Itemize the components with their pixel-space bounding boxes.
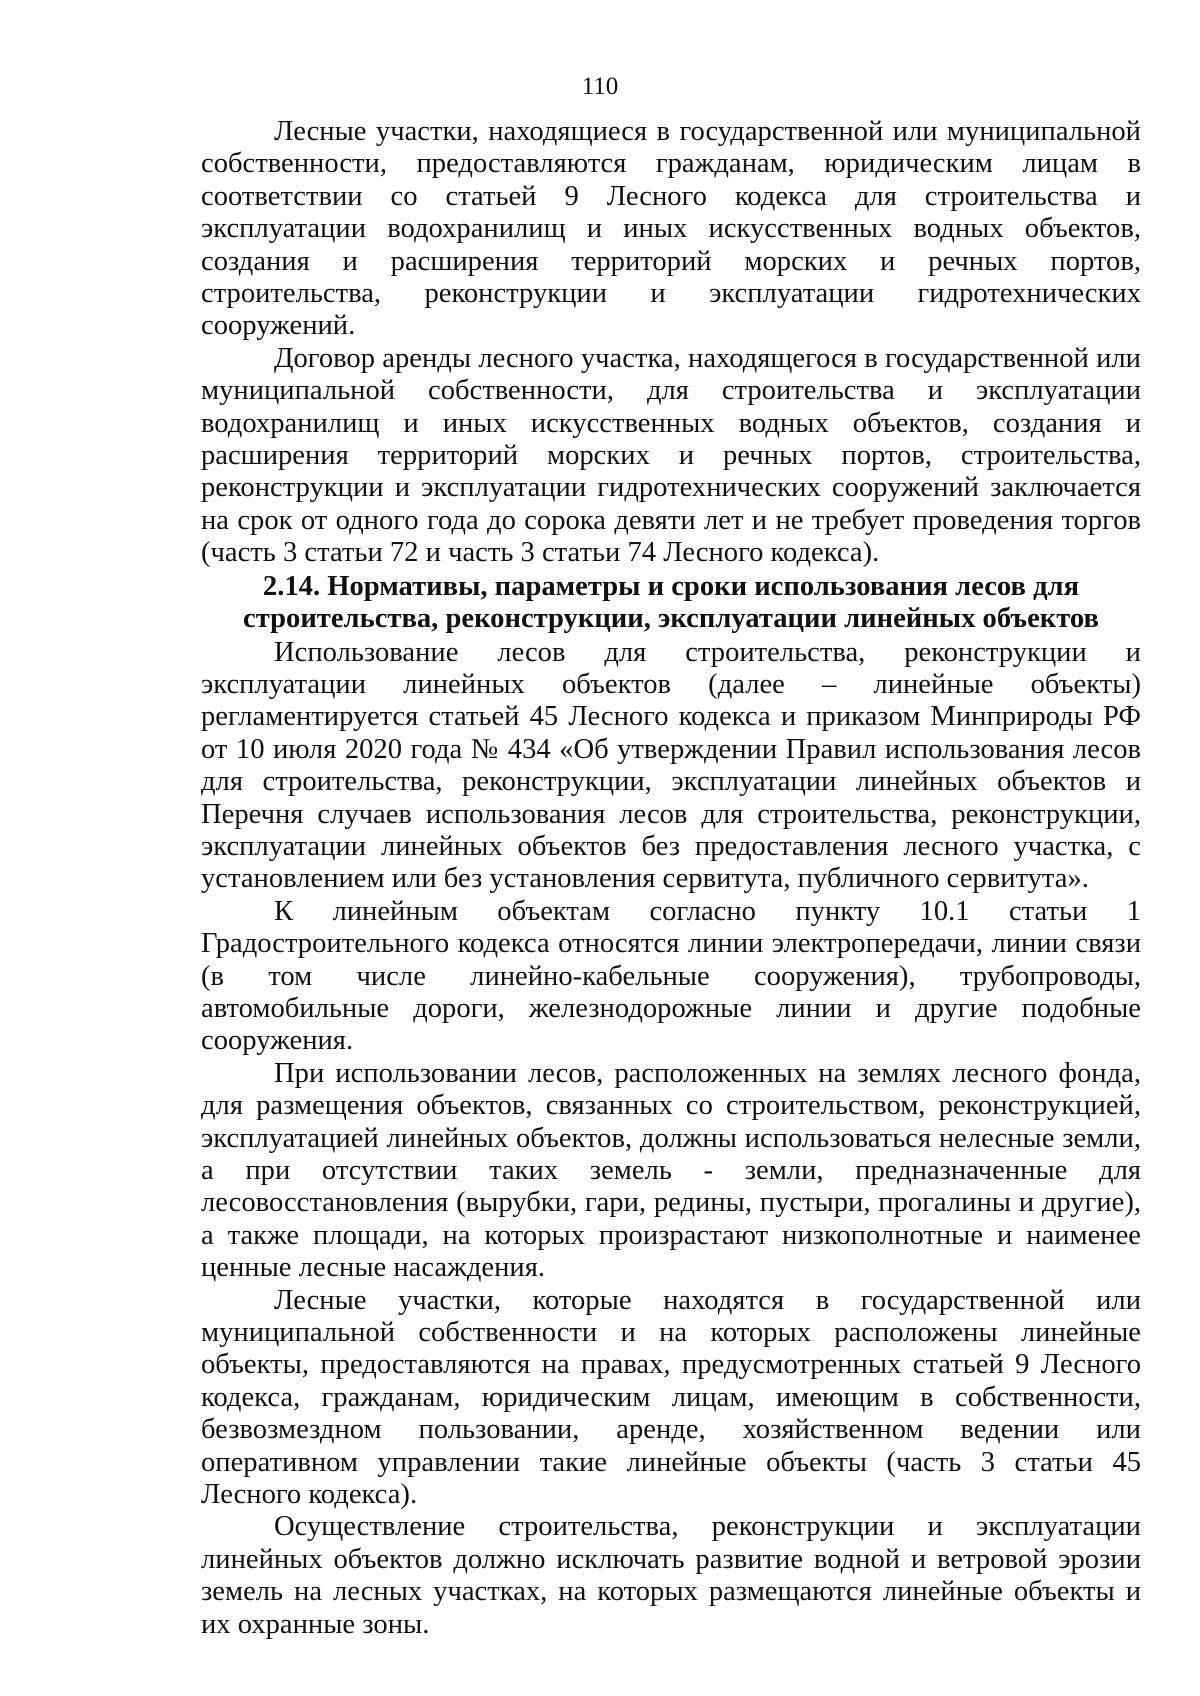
section-heading-line-2: строительства, реконструкции, эксплуатации линейных объектов [243, 603, 1099, 635]
paragraph-linear-objects-definition: К линейным объектам согласно пункту 10.1 статьи 1 Градостроительного кодекса относятся линии электропередачи, линии связи (в том числе линейно-кабельные сооружения), трубопроводы, автомобильные дороги, железнодорожные линии и другие подобные сооружения. [201, 895, 1141, 1057]
document-body [201, 116, 1141, 1641]
section-heading [201, 571, 1141, 636]
paragraph-erosion-prevention: Осуществление строительства, реконструкции и эксплуатации линейных объектов должно исключать развитие водной и ветровой эрозии земель на лесных участках, на которых размещаются линейные объекты и их охранные зоны. [201, 1511, 1141, 1640]
paragraph-use-of-forests-regulation: Использование лесов для строительства, реконструкции и эксплуатации линейных объектов (далее – линейные объекты) регламентируется статьей 45 Лесного кодекса и приказом Минприроды РФ от 10 июля 2020 года № 434 «Об утверждении Правил использования лесов для строительства, реконструкции, эксплуатации линейных объектов и Перечня случаев использования лесов для строительства, реконструкции, эксплуатации линейных объектов без предоставления лесного участка, с установлением или без установления сервитута, публичного сервитута». [201, 636, 1141, 895]
paragraph-forest-plots-linear-objects: Лесные участки, которые находятся в государственной или муниципальной собственности и на которых расположены линейные объекты, предоставляются на правах, предусмотренных статьей 9 Лесного кодекса, гражданам, юридическим лицам, имеющим в собственности, безвозмездном пользовании, аренде, хозяйственном ведении или оперативном управлении такие линейные объекты (часть 3 статьи 45 Лесного кодекса). [201, 1284, 1141, 1511]
page-number: 110 [581, 73, 619, 100]
paragraph-land-use-priority: При использовании лесов, расположенных на землях лесного фонда, для размещения объектов, связанных со строительством, реконструкцией, эксплуатацией линейных объектов, должны использоваться нелесные земли, а при отсутствии таких земель - земли, предназначенные для лесовосстановления (вырубки, гари, редины, пустыри, прогалины и другие), а также площади, на которых произрастают низкополнотные и наименее ценные лесные насаждения. [201, 1057, 1141, 1284]
paragraph-forest-plots-reservoirs: Лесные участки, находящиеся в государственной или муниципальной собственности, предоставляются гражданам, юридическим лицам в соответствии со статьей 9 Лесного кодекса для строительства и эксплуатации водохранилищ и иных искусственных водных объектов, создания и расширения территорий морских и речных портов, строительства, реконструкции и эксплуатации гидротехнических сооружений. [201, 116, 1141, 342]
paragraph-lease-agreement: Договор аренды лесного участка, находящегося в государственной или муниципальной собственности, для строительства и эксплуатации водохранилищ и иных искусственных водных объектов, создания и расширения территорий морских и речных портов, строительства, реконструкции и эксплуатации гидротехнических сооружений заключается на срок от одного года до сорока девяти лет и не требует проведения торгов (часть 3 статьи 72 и часть 3 статьи 74 Лесного кодекса). [201, 342, 1141, 569]
section-heading-line-1: 2.14. Нормативы, параметры и сроки использования лесов для [262, 570, 1080, 602]
